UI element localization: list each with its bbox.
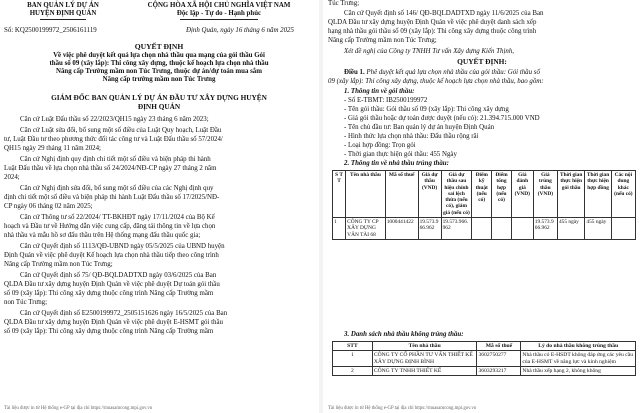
- page-right: [324, 0, 640, 413]
- loser-table: [332, 341, 636, 376]
- basis-line: Căn cứ Quyết định số 146/ QĐ-BQLDADTXD ngày 11/6/2025 của Ban: [344, 10, 544, 17]
- basis-line: Căn cứ Luật Đấu thầu số 22/2023/QH15 ngày 23 tháng 6 năm 2023;: [20, 116, 209, 123]
- basis-line: Luật Đấu thầu về lựa chọn nhà thầu số 24/2024/NĐ-CP ngày 27 tháng 2 năm: [4, 165, 217, 172]
- basis-line: Nâng cấp Trường mầm non Túc Trưng;: [4, 261, 113, 268]
- col-header: Lý do nhà thầu không trúng thầu: [521, 342, 636, 351]
- winner-table: [332, 170, 636, 240]
- cell-name: CÔNG TY CỔ PHẦN TƯ VẤN THIẾT KẾ XÂY DỰNG ĐỊNH BÌNH: [372, 351, 477, 367]
- package-info-item: - Tên chủ đầu tư: Ban quản lý dự án huyện Định Quán: [344, 124, 495, 131]
- place-date: Định Quán, ngày 16 tháng 6 năm 2025: [186, 27, 294, 34]
- basis-line: Căn cứ Quyết định số 1113/QĐ-UBND ngày 05/5/2025 của UBND huyện: [20, 243, 225, 250]
- basis-line: non Túc Trưng;: [4, 299, 48, 306]
- col-header: Thời gian thực hiện hợp đồng: [585, 171, 611, 218]
- cell-tech-score: [472, 218, 492, 240]
- cell-exec-time: 455 ngày: [557, 218, 584, 240]
- col-header: Thời gian thực hiện gói thầu: [557, 171, 584, 218]
- basis-continued: Túc Trưng;: [328, 0, 360, 7]
- decision-subject-4: Nâng cấp trường mầm non Túc Trưng: [102, 76, 216, 83]
- basis-line: hạng nhà thầu gói thầu số 09 (xây lắp): Thi công xây dựng thuộc công trình: [328, 28, 537, 35]
- table-row: [333, 366, 636, 375]
- authority-line-2: ĐỊNH QUÁN: [137, 102, 181, 111]
- col-header: Tên nhà thầu: [346, 171, 386, 218]
- basis-line: QLDA Đầu tư xây dựng huyện Định Quán về việc phê duyệt E-HSMT gói thầu: [4, 319, 223, 326]
- basis-line: Nâng cấp Trường mầm non Túc Trưng;: [328, 37, 437, 44]
- cell-eval-price: [511, 218, 533, 240]
- decision-title: QUYẾT ĐỊNH: [134, 42, 184, 51]
- footer-left: Tài liệu được in từ Hệ thống e-GP tại địa chỉ https://muasamcong.mpi.gov.vn: [4, 406, 153, 411]
- cell-stt: 1: [333, 351, 373, 367]
- cell-name: CÔNG TY CP XÂY DỰNG VÂN TÀI 68: [346, 218, 386, 240]
- basis-line: QLDA Đầu tư xây dựng huyện Định Quán về việc phê duyệt Dự toán gói thầu: [4, 281, 220, 288]
- col-header: Giá trúng thầu (VND): [533, 171, 557, 218]
- basis-line: số 09 (xây lắp): Thi công xây dựng thuộc công trình Nâng cấp Trường mầm: [4, 290, 214, 297]
- basis-line: tư, Luật Đầu tư theo phương thức đối tác công tư và Luật Đấu thầu số 57/2024/: [4, 136, 223, 143]
- package-info-item: - Tên gói thầu: Gói thầu số 09 (xây lắp): Thi công xây dựng: [344, 106, 509, 113]
- col-header: Giá dự thầu (VND): [418, 171, 441, 218]
- country-underline: [180, 19, 258, 20]
- winner-table-header: [333, 171, 636, 218]
- org-line-1: BAN QUẢN LÝ DỰ ÁN: [27, 2, 99, 9]
- decision-subject-1: Về việc phê duyệt kết quả lựa chọn nhà thầu qua mạng của gói thầu Gói: [53, 52, 265, 59]
- cell-award-price: 19.573.966.962: [533, 218, 557, 240]
- col-header: STT: [333, 342, 373, 351]
- cell-tax: 1000441422: [385, 218, 418, 240]
- loser-table-header: [333, 342, 636, 351]
- cell-adjusted-price: 19.573.966.962: [441, 218, 472, 240]
- org-line-2: HUYỆN ĐỊNH QUÁN: [29, 10, 97, 17]
- cell-total-score: [492, 218, 512, 240]
- basis-line: nhà thầu và mẫu hồ sơ đấu thầu trên Hệ thống mạng đấu thầu quốc gia;: [4, 232, 201, 239]
- package-info-item: - Số E-TBMT: IB2500199972: [344, 97, 428, 104]
- basis-line: Căn cứ Luật sửa đổi, bổ sung một số điều của Luật Quy hoạch, Luật Đầu: [20, 127, 222, 134]
- section-3-title: 3. Danh sách nhà thầu không trúng thầu:: [344, 331, 464, 338]
- basis-line: QLDA Đầu tư xây dựng huyện Định Quán về việc phê duyệt danh sách xếp: [328, 19, 537, 26]
- package-info-item: - Thời gian thực hiện gói thầu: 455 Ngày: [344, 151, 457, 158]
- basis-line: 2024;: [4, 174, 20, 181]
- section-2-title: 2. Thông tin về nhà thầu trúng thầu:: [344, 160, 449, 167]
- article-1-label: Điều 1.: [344, 69, 365, 76]
- decision-subject-3: Nâng cấp Trường mầm non Túc Trưng, thuộc dự án/dự toán mua sắm: [56, 68, 262, 75]
- page-left: [0, 0, 318, 413]
- col-header: Điểm kỹ thuật (nếu có): [472, 171, 492, 218]
- decides-heading: QUYẾT ĐỊNH:: [457, 57, 507, 66]
- col-header: Tên nhà thầu: [372, 342, 477, 351]
- cell-name: CÔNG TY TNHH THIẾT KẾ: [372, 366, 477, 375]
- table-row: [333, 218, 636, 240]
- cell-other: [611, 218, 635, 240]
- basis-line: số 09 (xây lắp): Thi công xây dựng thuộc công trình Nâng cấp Trường mầm: [4, 328, 214, 335]
- org-underline: [40, 19, 86, 20]
- basis-line: Định Quán về việc phê duyệt Kế hoạch lựa chọn nhà thầu tiếp theo công trình: [4, 252, 219, 259]
- col-header: S T T: [333, 171, 346, 218]
- basis-line: Căn cứ Nghị định sửa đổi, bổ sung một số điều của các Nghị định quy: [20, 185, 214, 192]
- authority-line-1: GIÁM ĐỐC BAN QUẢN LÝ DỰ ÁN ĐẦU TƯ XÂY DỰNG HUYỆN: [51, 93, 267, 102]
- article-1-text: Phê duyệt kết quả lựa chọn nhà thầu của gói thầu: Gói thầu số: [364, 69, 540, 76]
- col-header: Giá đánh giá (VND): [511, 171, 533, 218]
- col-header: Mã số thuế: [385, 171, 418, 218]
- basis-line: Căn cứ Quyết định số 75/ QĐ-BQLDADTXD ngày 03/6/2025 của Ban: [20, 272, 217, 279]
- basis-line: CP ngày 06 tháng 02 năm 2025;: [4, 203, 93, 210]
- footer-right: Tài liệu được in từ Hệ thống e-GP tại địa chỉ https://muasamcong.mpi.gov.vn: [328, 406, 477, 411]
- article-1: [344, 69, 540, 77]
- cell-stt: 1: [333, 218, 346, 240]
- basis-line: hoạch và Đầu tư về Hướng dẫn việc cung cấp, đăng tải thông tin về lựa chọn: [4, 223, 216, 230]
- section-1-title: 1. Thông tin về gói thầu:: [344, 88, 415, 95]
- cell-stt: 2: [333, 366, 373, 375]
- cell-reason: Nhà thầu xếp hạng 2, không không: [521, 366, 636, 375]
- cell-bid-price: 19.573.966.962: [418, 218, 441, 240]
- basis-line: Căn cứ Thông tư số 22/2024/ TT-BKHĐT ngày 17/11/2024 của Bộ Kế: [20, 214, 215, 221]
- col-header: Điểm tổng hợp (nếu có): [492, 171, 512, 218]
- col-header: Mã số thuế: [477, 342, 521, 351]
- article-1-text-2: 09 (xây lắp): Thi công xây dựng, thuộc kế hoạch lựa chọn nhà thầu, bao gồm:: [328, 78, 544, 85]
- page-gutter: [319, 0, 323, 413]
- basis-line: Căn cứ Nghị định quy định chi tiết một số điều và biện pháp thi hành: [20, 156, 211, 163]
- package-info-item: - Loại hợp đồng: Trọn gói: [344, 142, 416, 149]
- basis-line: QH15 ngày 29 tháng 11 năm 2024;: [4, 145, 101, 152]
- cell-reason: Nhà thầu có E-HSDT không đáp ứng các yêu cầu của E-HSMT về năng lực và kinh nghiệm: [521, 351, 636, 367]
- cell-tax: 3602750277: [477, 351, 521, 367]
- package-info-item: - Hình thức lựa chọn nhà thầu: Đấu thầu rộng rãi: [344, 133, 479, 140]
- col-header: Các nội dung khác (nếu có): [611, 171, 635, 218]
- col-header: Giá dự thầu sau hiệu chỉnh sai lệch thừa (nếu có), giảm giá (nếu có): [441, 171, 472, 218]
- document-number: Số: KQ2500199972_2506161119: [4, 27, 97, 34]
- decision-subject-2: thầu số 09 (xây lắp): Thi công xây dựng, thuộc kế hoạch lựa chọn nhà thầu: [49, 60, 269, 67]
- table-row: [333, 351, 636, 367]
- cell-tax: 3603293217: [477, 366, 521, 375]
- basis-line: định chi tiết một số điều và biện pháp thi hành Luật Đấu thầu số 17/2025/NĐ-: [4, 194, 220, 201]
- basis-line: Căn cứ Quyết định số E2500199972_2505151626 ngày 16/5/2025 của Ban: [20, 310, 228, 317]
- country-line-1: CỘNG HÒA XÃ HỘI CHỦ NGHĨA VIỆT NAM: [147, 2, 291, 9]
- cell-contract-time: 455 ngày: [585, 218, 611, 240]
- country-line-2: Độc lập - Tự do - Hạnh phúc: [176, 10, 262, 17]
- report-line: Xét đề nghị của Công ty TNHH Tư vấn Xây dựng Kiến Thịnh,: [344, 48, 515, 55]
- package-info-item: - Giá gói thầu hoặc dự toán được duyệt (nếu có): 21.394.715.000 VND: [344, 115, 540, 122]
